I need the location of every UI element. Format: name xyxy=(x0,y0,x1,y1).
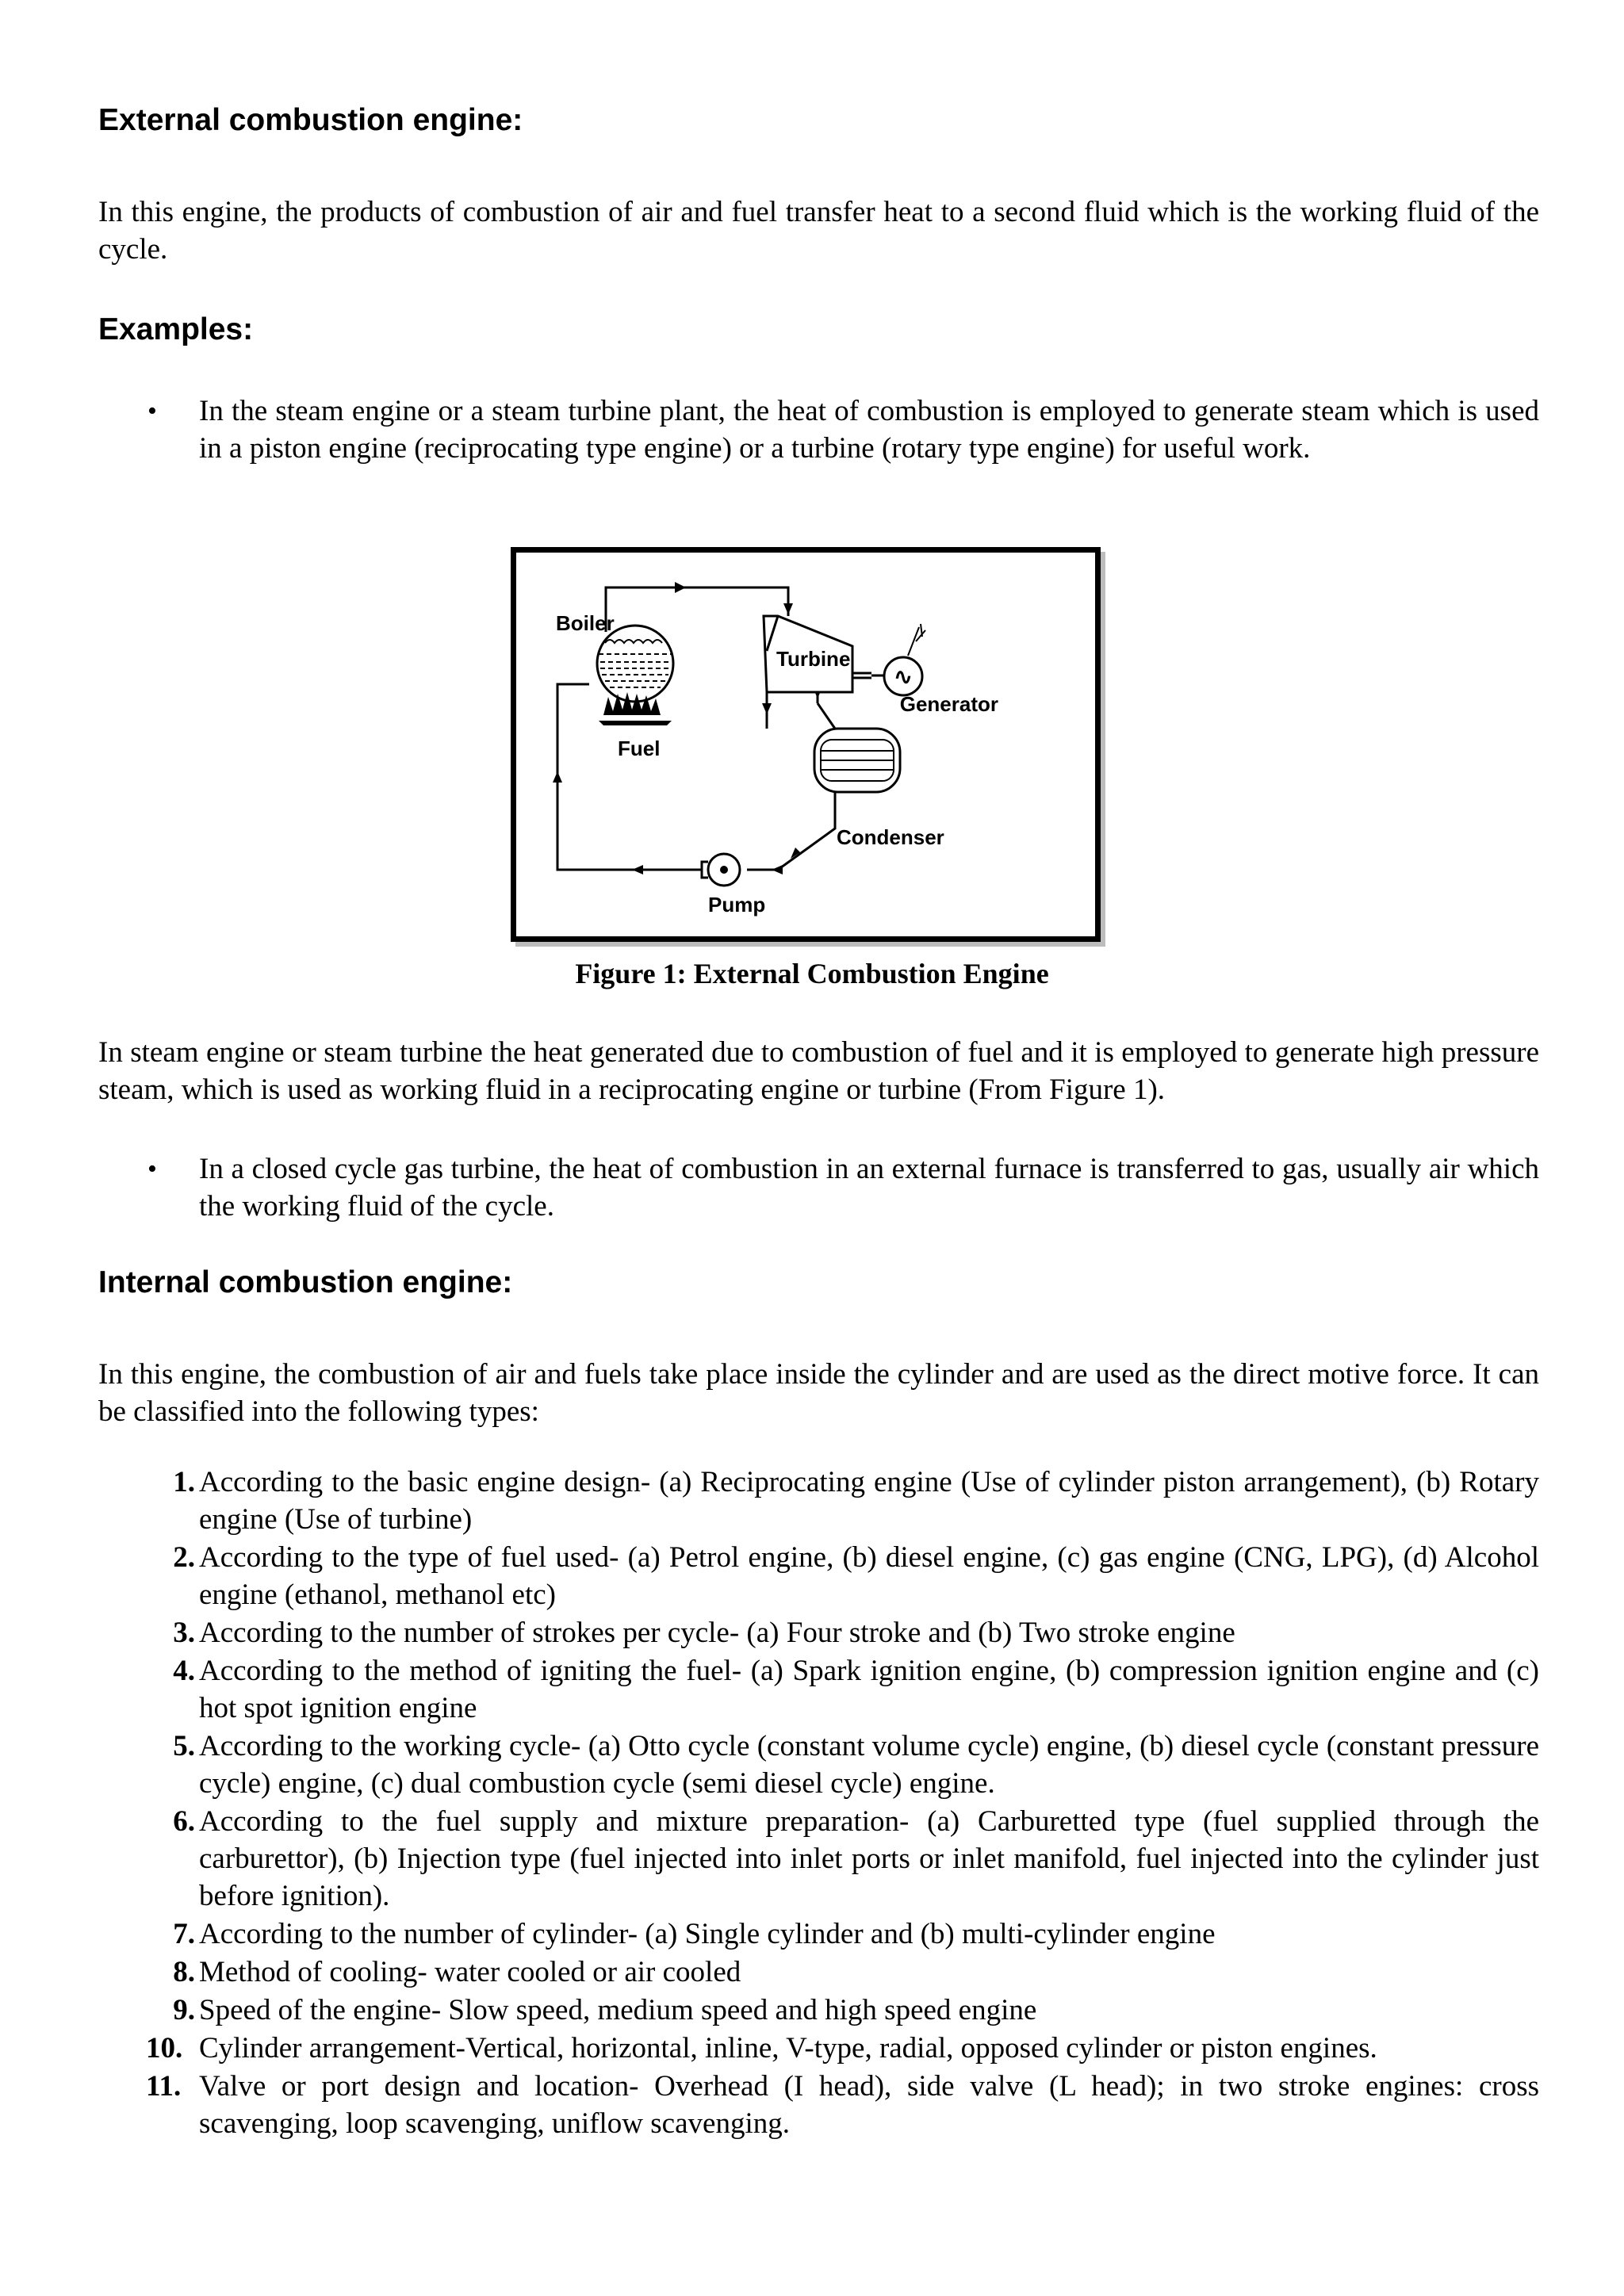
bullet-icon: • xyxy=(147,396,157,426)
bullet-item-gas-turbine xyxy=(98,1150,1539,1225)
heading-internal-combustion: Internal combustion engine: xyxy=(98,1265,513,1299)
label-condenser: Condenser xyxy=(837,825,944,849)
bullet-icon: • xyxy=(147,1154,157,1184)
boiler xyxy=(597,626,673,702)
external-combustion-diagram xyxy=(516,553,1095,936)
bullet-text: In the steam engine or a steam turbine plant, the heat of combustion is employed to generate steam which is used in a piston engine (reciprocating type engine) or a turbine (rotary type engine) for useful work. xyxy=(199,395,1539,465)
list-text: Cylinder arrangement-Vertical, horizontal, inline, V-type, radial, opposed cylinder or piston engines. xyxy=(199,2032,1377,2064)
list-number: 6. xyxy=(173,1805,195,1838)
external-combustion-intro: In this engine, the products of combustion of air and fuel transfer heat to a second fluid which is the working fluid of the cycle. xyxy=(98,196,1539,266)
list-number: 9. xyxy=(173,1994,195,2026)
list-item xyxy=(98,2030,1539,2067)
heading-examples: Examples: xyxy=(98,312,254,346)
list-number: 7. xyxy=(173,1918,195,1950)
list-text: According to the number of cylinder- (a) Single cylinder and (b) multi-cylinder engine xyxy=(199,1918,1216,1950)
list-number: 1. xyxy=(173,1466,195,1498)
list-number: 5. xyxy=(173,1730,195,1762)
list-item xyxy=(98,1539,1539,1613)
generator-symbol: ∿ xyxy=(894,664,913,689)
list-number: 2. xyxy=(173,1541,195,1574)
list-number: 8. xyxy=(173,1956,195,1988)
list-text: According to the working cycle- (a) Otto cycle (constant volume cycle) engine, (b) diesel cycle (constant pressure cycle) engine, (c) dual combustion cycle (semi diesel cycle) engine. xyxy=(199,1730,1539,1800)
list-item xyxy=(98,2068,1539,2142)
label-turbine: Turbine xyxy=(776,647,851,671)
steam-engine-paragraph: In steam engine or steam turbine the heat generated due to combustion of fuel and it is employed to generate high pressure steam, which is used as working fluid in a reciprocating engine or turbine (From Figure 1). xyxy=(98,1036,1539,1106)
list-number: 11. xyxy=(146,2070,182,2103)
generator xyxy=(884,624,925,695)
list-number: 4. xyxy=(173,1655,195,1687)
engine-types-list xyxy=(98,1464,1539,2143)
list-item xyxy=(98,1992,1539,2029)
figure-caption: Figure 1: External Combustion Engine xyxy=(575,958,1049,989)
list-item xyxy=(98,1464,1539,1538)
list-item xyxy=(98,1803,1539,1915)
label-pump: Pump xyxy=(708,893,766,916)
figure-external-combustion-engine xyxy=(511,547,1101,942)
label-generator: Generator xyxy=(899,692,998,716)
bullet-item-steam-engine xyxy=(98,392,1539,467)
list-number: 10. xyxy=(146,2032,183,2064)
list-text: According to the method of igniting the fuel- (a) Spark ignition engine, (b) compression ignition engine and (c) hot spot ignition engine xyxy=(199,1655,1539,1724)
list-number: 3. xyxy=(173,1617,195,1649)
list-text: According to the fuel supply and mixture preparation- (a) Carburetted type (fuel supplied through the carburettor), (b) Injection type (fuel injected into inlet ports or inlet manifold, fuel injected into the cylinder just before ignition). xyxy=(199,1805,1539,1912)
internal-combustion-intro: In this engine, the combustion of air and fuels take place inside the cylinder and are used as the direct motive force. It can be classified into the following types: xyxy=(98,1358,1539,1428)
list-text: According to the type of fuel used- (a) Petrol engine, (b) diesel engine, (c) gas engine (CNG, LPG), (d) Alcohol engine (ethanol, methanol etc) xyxy=(199,1541,1539,1611)
pump xyxy=(702,854,740,886)
list-text: According to the number of strokes per cycle- (a) Four stroke and (b) Two stroke engine xyxy=(199,1617,1235,1649)
list-text: According to the basic engine design- (a) Reciprocating engine (Use of cylinder piston arrangement), (b) Rotary engine (Use of turbine) xyxy=(199,1466,1539,1536)
list-item xyxy=(98,1954,1539,1991)
list-item xyxy=(98,1728,1539,1802)
list-text: Method of cooling- water cooled or air cooled xyxy=(199,1956,741,1988)
list-text: Valve or port design and location- Overhead (I head), side valve (L head); in two stroke engines: cross scavenging, loop scavenging, uniflow scavenging. xyxy=(199,2070,1539,2140)
bullet-text: In a closed cycle gas turbine, the heat of combustion in an external furnace is transferred to gas, usually air which the working fluid of the cycle. xyxy=(199,1153,1539,1223)
list-item xyxy=(98,1614,1539,1651)
label-fuel: Fuel xyxy=(618,737,661,760)
heading-external-combustion: External combustion engine: xyxy=(98,103,523,137)
condenser xyxy=(814,729,900,806)
list-item xyxy=(98,1915,1539,1953)
label-boiler: Boiler xyxy=(556,611,615,635)
list-item xyxy=(98,1652,1539,1727)
list-text: Speed of the engine- Slow speed, medium speed and high speed engine xyxy=(199,1994,1037,2026)
